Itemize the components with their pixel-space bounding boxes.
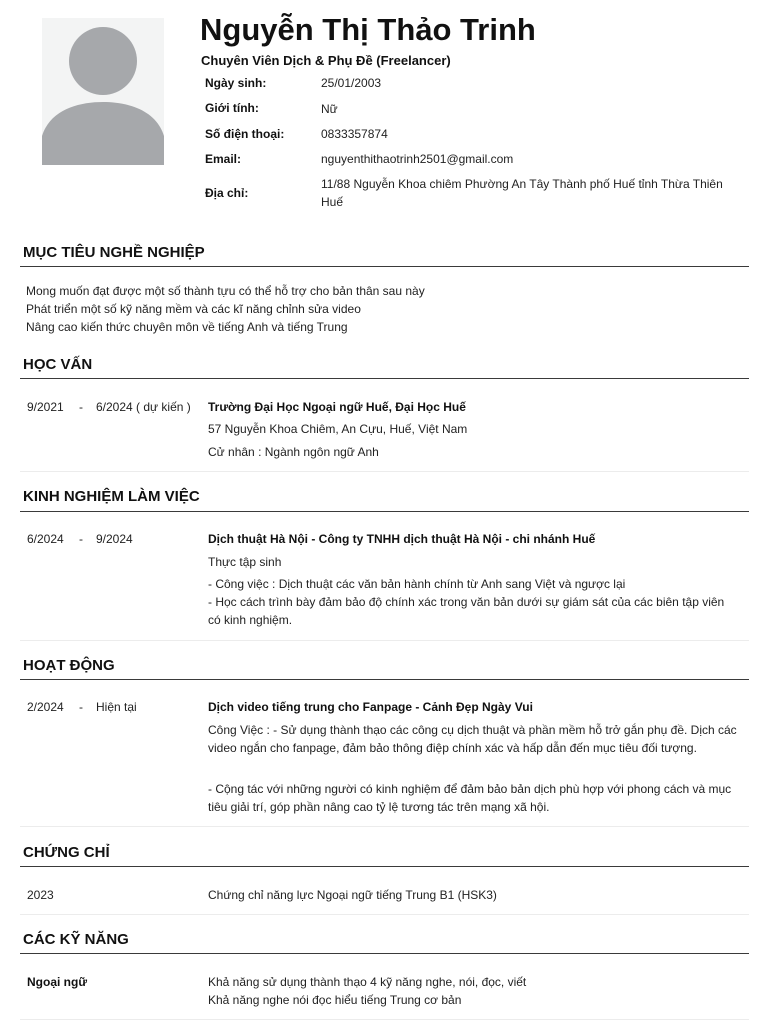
info-label-address: Địa chỉ:: [205, 186, 249, 200]
certificate-year: 2023: [27, 888, 54, 902]
activities-section-title: HOẠT ĐỘNG: [23, 657, 115, 674]
info-value-email[interactable]: nguyenthithaotrinh2501@gmail.com: [321, 152, 514, 166]
skill-category: Ngoại ngữ: [27, 975, 88, 989]
experience-section-title: KINH NGHIỆM LÀM VIỆC: [23, 488, 200, 505]
section-divider: [20, 866, 749, 867]
date-separator: -: [79, 532, 83, 546]
info-label-gender: Giới tính:: [205, 101, 259, 115]
experience-start-date: 6/2024: [27, 532, 64, 546]
section-divider: [20, 378, 749, 379]
section-divider: [20, 266, 749, 267]
info-value-address: 11/88 Nguyễn Khoa chiêm Phường An Tây Thành phố Huế tỉnh Thừa Thiên Huế: [321, 177, 723, 209]
info-label-email: Email:: [205, 152, 242, 166]
info-label-birthdate: Ngày sinh:: [205, 76, 267, 90]
education-school: Trường Đại Học Ngoại ngữ Huế, Đại Học Huế: [208, 400, 466, 414]
section-divider: [20, 511, 749, 512]
objective-line: Mong muốn đạt được một số thành tựu có thể hỗ trợ cho bản thân sau này: [26, 284, 425, 298]
section-divider: [20, 679, 749, 680]
row-divider: [20, 1019, 749, 1020]
experience-bullet: - Công việc : Dịch thuật các văn bản hành chính từ Anh sang Việt và ngược lại: [208, 577, 626, 591]
skill-detail: Khả năng sử dụng thành thạo 4 kỹ năng nghe, nói, đọc, viết: [208, 975, 527, 989]
education-start-date: 9/2021: [27, 400, 64, 414]
certificate-name: Chứng chỉ năng lực Ngoại ngữ tiếng Trung B1 (HSK3): [208, 888, 497, 902]
date-separator: -: [79, 700, 83, 714]
education-end-date: 6/2024 ( dự kiến ): [96, 400, 191, 414]
activity-end-date: Hiện tại: [96, 700, 137, 714]
row-divider: [20, 914, 749, 915]
avatar-placeholder-icon: [42, 18, 164, 165]
skills-section-title: CÁC KỸ NĂNG: [23, 931, 129, 948]
row-divider: [20, 826, 749, 827]
experience-role: Thực tập sinh: [208, 555, 282, 569]
row-divider: [20, 640, 749, 641]
education-degree: Cử nhân : Ngành ngôn ngữ Anh: [208, 445, 379, 459]
objective-section-title: MỤC TIÊU NGHỀ NGHIỆP: [23, 244, 205, 261]
activity-start-date: 2/2024: [27, 700, 64, 714]
row-divider: [20, 471, 749, 472]
objective-line: Nâng cao kiến thức chuyên môn về tiếng Anh và tiếng Trung: [26, 320, 348, 334]
certificates-section-title: CHỨNG CHỈ: [23, 844, 110, 861]
education-address: 57 Nguyễn Khoa Chiêm, An Cựu, Huế, Việt Nam: [208, 422, 468, 436]
experience-end-date: 9/2024: [96, 532, 133, 546]
activity-description: Công Việc : - Sử dụng thành thạo các công cụ dịch thuật và phần mềm hỗ trở gắn phụ đề. Dịch các video ngắn cho fanpage, đảm bảo thông điệp chính xác và hấp dẫn đến mục tiêu đối tượng.: [208, 723, 737, 755]
info-value-gender: Nữ: [321, 102, 338, 116]
objective-line: Phát triển một số kỹ năng mềm và các kĩ năng chỉnh sửa video: [26, 302, 361, 316]
avatar: [42, 18, 164, 165]
skill-detail: Khả năng nghe nói đọc hiểu tiếng Trung cơ bản: [208, 993, 462, 1007]
info-value-birthdate: 25/01/2003: [321, 76, 382, 90]
job-title: Chuyên Viên Dịch & Phụ Đề (Freelancer): [201, 53, 451, 68]
activity-description: - Cộng tác với những người có kinh nghiệm để đảm bảo bản dịch phù hợp với phong cách và mục tiêu giải trí, góp phần nâng cao tỷ lệ tương tác trên mạng xã hội.: [208, 782, 732, 814]
education-section-title: HỌC VẤN: [23, 356, 93, 373]
candidate-name: Nguyễn Thị Thảo Trinh: [200, 12, 536, 47]
info-label-phone: Số điện thoại:: [205, 127, 285, 141]
activity-name: Dịch video tiếng trung cho Fanpage - Cảnh Đẹp Ngày Vui: [208, 700, 533, 714]
section-divider: [20, 953, 749, 954]
experience-company: Dịch thuật Hà Nội - Công ty TNHH dịch thuật Hà Nội - chi nhánh Huế: [208, 532, 596, 546]
date-separator: -: [79, 400, 83, 414]
info-value-phone: 0833357874: [321, 127, 388, 141]
experience-bullet: - Học cách trình bày đảm bảo độ chính xác trong văn bản dưới sự giám sát của các biên tập viên có kinh nghiệm.: [208, 595, 725, 627]
